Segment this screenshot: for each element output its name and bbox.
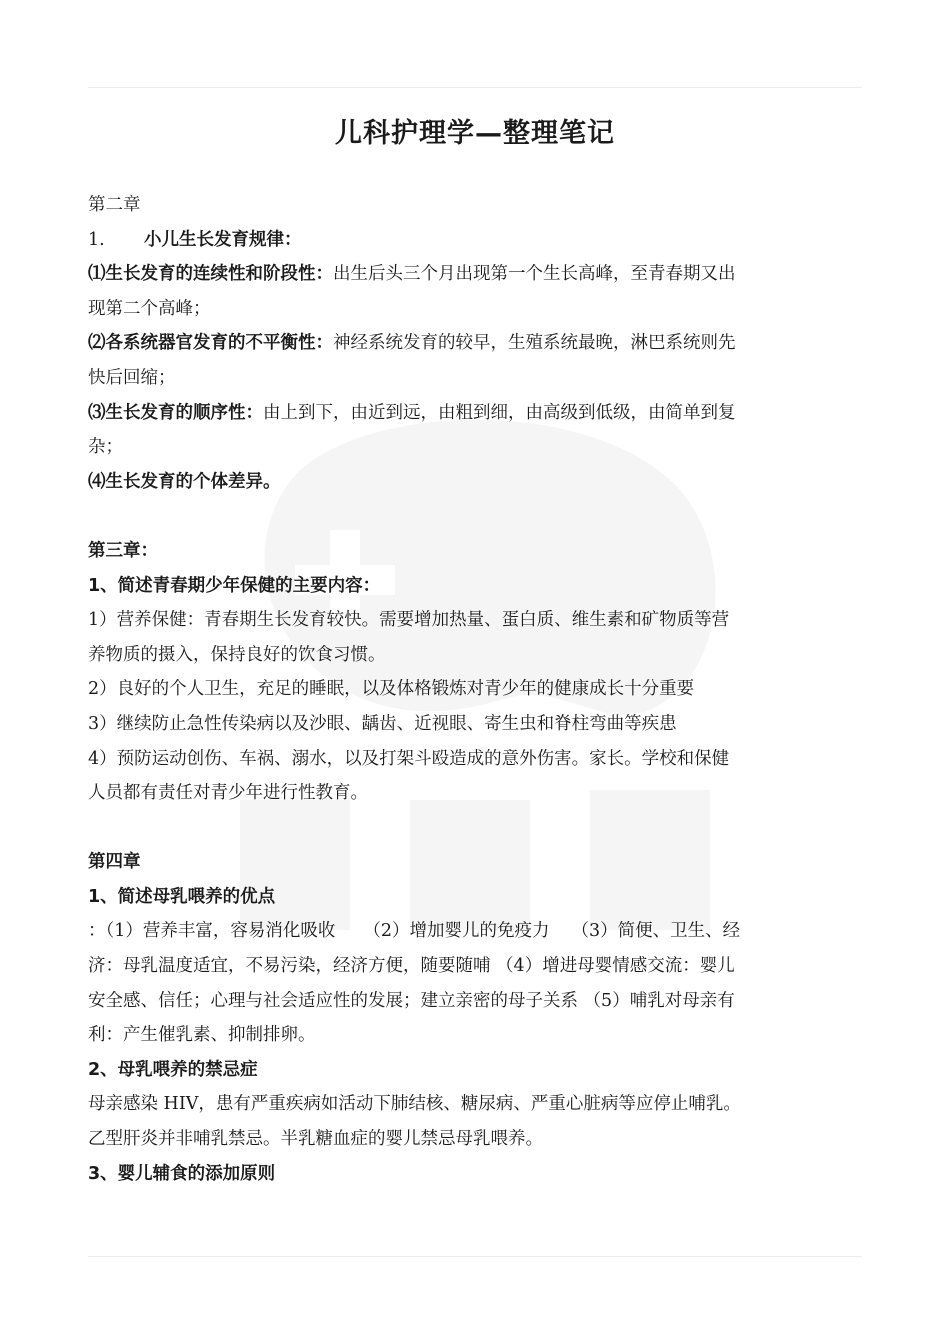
question-heading: 1、简述母乳喂养的优点 xyxy=(88,886,276,907)
top-rule xyxy=(88,87,862,88)
point-label: ⑷生长发育的个体差异。 xyxy=(88,471,281,492)
paragraph-line: 3）继续防止急性传染病以及沙眼、龋齿、近视眼、寄生虫和脊柱弯曲等疾患 xyxy=(88,713,677,734)
point-label: ⑶生长发育的顺序性： xyxy=(88,402,263,423)
chapter-3-heading: 第三章： xyxy=(88,540,158,561)
paragraph-line xyxy=(88,914,860,949)
answer-part: （3）简便、卫生、经 xyxy=(571,921,741,942)
paragraph-line: 济：母乳温度适宜，不易污染，经济方便，随要随哺 （4）增进母婴情感交流：婴儿 xyxy=(88,956,735,977)
paragraph-line xyxy=(88,396,860,431)
paragraph-line: 现第二个高峰； xyxy=(88,298,211,319)
paragraph-line: 母亲感染 HIV，患有严重疾病如活动下肺结核、糖尿病、严重心脏病等应停止哺乳。 xyxy=(88,1094,741,1115)
paragraph-line: 1）营养保健：青春期生长发育较快。需要增加热量、蛋白质、维生素和矿物质等营 xyxy=(88,610,730,631)
question-heading: 3、婴儿辅食的添加原则 xyxy=(88,1163,276,1184)
spacer xyxy=(88,499,860,534)
point-label: ⑴生长发育的连续性和阶段性： xyxy=(88,264,333,285)
point-text: 神经系统发育的较早，生殖系统最晚，淋巴系统则先 xyxy=(333,333,736,354)
document-body xyxy=(88,188,860,1191)
chapter-2-item-1 xyxy=(88,223,860,258)
point-label: ⑵各系统器官发育的不平衡性： xyxy=(88,333,333,354)
paragraph-line: 养物质的摄入，保持良好的饮食习惯。 xyxy=(88,644,386,665)
paragraph-line xyxy=(88,326,860,361)
paragraph-line: 快后回缩； xyxy=(88,367,176,388)
paragraph-line: 利：产生催乳素、抑制排卵。 xyxy=(88,1025,316,1046)
question-heading: 1、简述青春期少年保健的主要内容： xyxy=(88,575,381,596)
page-title: 儿科护理学—整理笔记 xyxy=(335,118,615,149)
answer-part: （2）增加婴儿的免疫力 xyxy=(363,921,550,942)
chapter-4-heading: 第四章 xyxy=(88,852,141,873)
bottom-rule xyxy=(88,1256,862,1257)
answer-part: ：（1）营养丰富，容易消化吸收 xyxy=(88,921,336,942)
question-heading: 2、母乳喂养的禁忌症 xyxy=(88,1059,258,1080)
paragraph-line: 安全感、信任；心理与社会适应性的发展；建立亲密的母子关系 （5）哺乳对母亲有 xyxy=(88,990,735,1011)
point-text: 出生后头三个月出现第一个生长高峰，至青春期又出 xyxy=(333,264,736,285)
paragraph-line: 2）良好的个人卫生，充足的睡眠，以及体格锻炼对青少年的健康成长十分重要 xyxy=(88,679,695,700)
paragraph-line: 人员都有责任对青少年进行性教育。 xyxy=(88,783,368,804)
spacer xyxy=(88,811,860,846)
item-number: 1. xyxy=(88,229,105,250)
point-text: 由上到下，由近到远，由粗到细，由高级到低级，由简单到复 xyxy=(263,402,736,423)
paragraph-line: 乙型肝炎并非哺乳禁忌。半乳糖血症的婴儿禁忌母乳喂养。 xyxy=(88,1129,543,1150)
item-title: 小儿生长发育规律： xyxy=(144,229,302,250)
paragraph-line: 4）预防运动创伤、车祸、溺水，以及打架斗殴造成的意外伤害。家长。学校和保健 xyxy=(88,748,730,769)
paragraph-line xyxy=(88,257,860,292)
paragraph-line: 杂； xyxy=(88,437,123,458)
chapter-2-heading: 第二章 xyxy=(88,195,141,215)
